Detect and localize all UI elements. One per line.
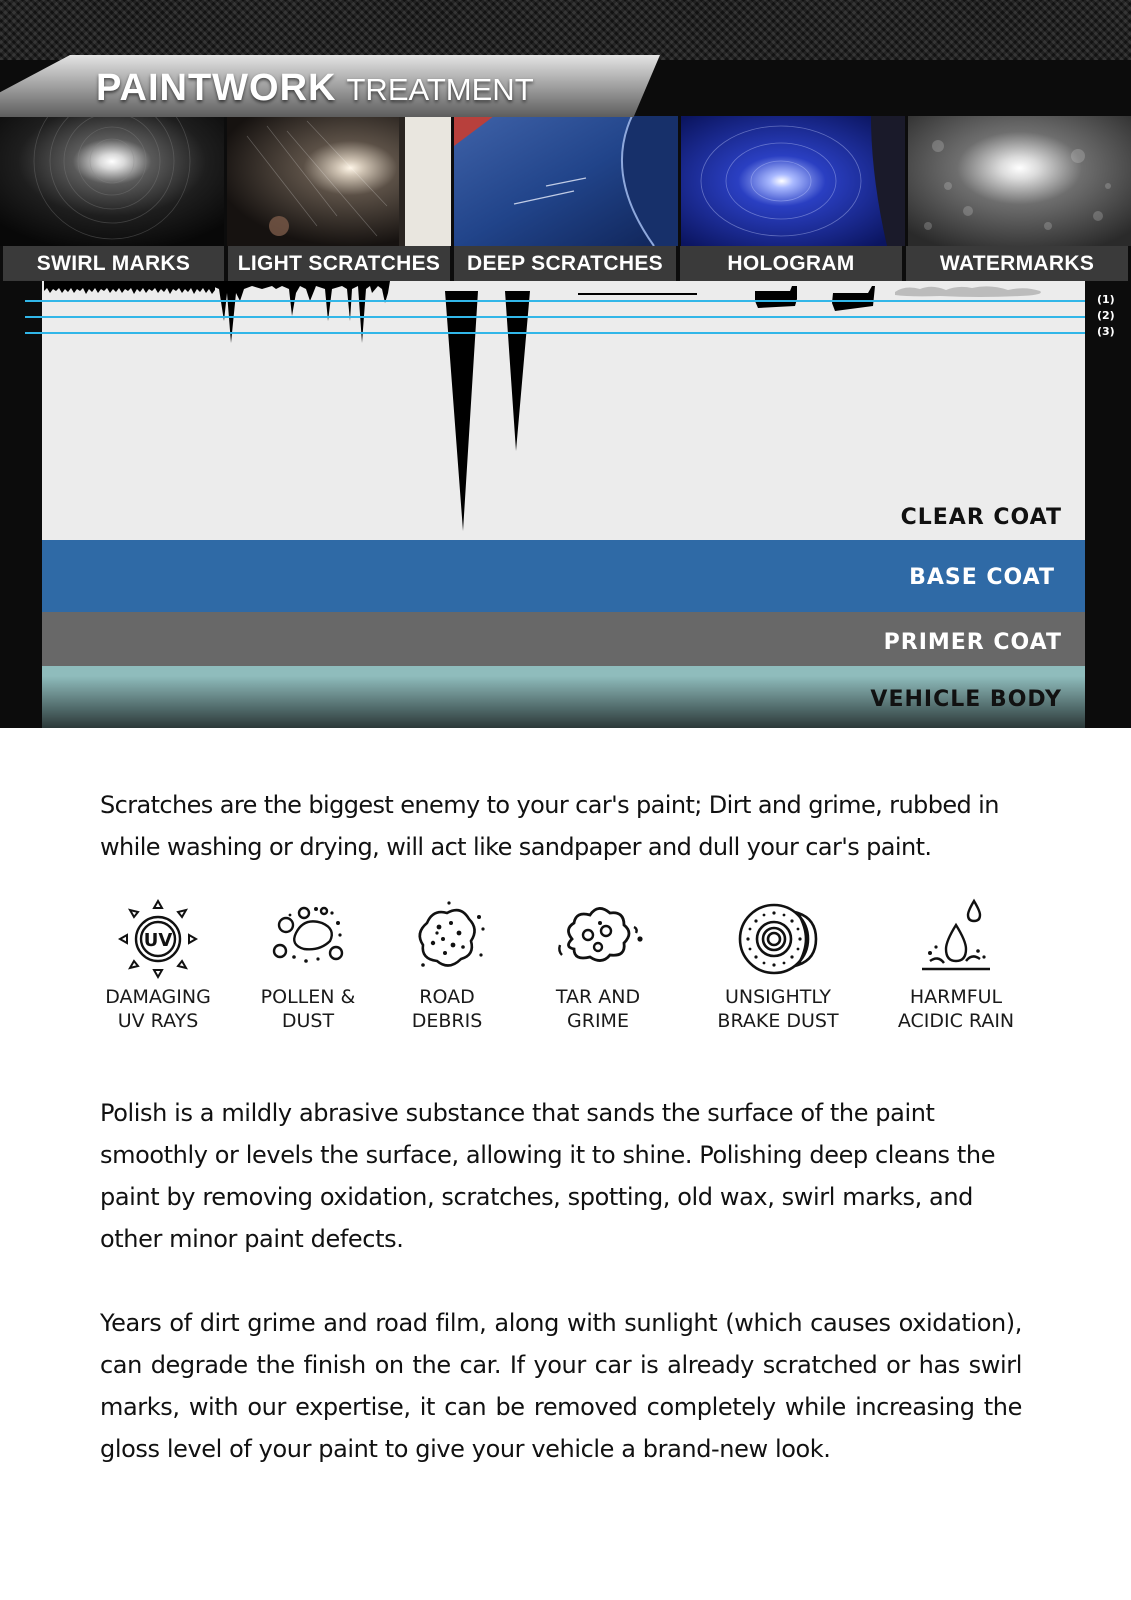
years-paragraph: Years of dirt grime and road film, along with sunlight (which causes oxidation), can degrade the finish on the car. If your car is already scratched or has swirl marks, with our expertise, it can be removed completely while increasing the gloss level of your paint to give your vehicle a brand-new look. — [100, 1309, 1022, 1463]
brake-disc-icon — [730, 895, 826, 985]
defect-label-hologram: HOLOGRAM — [680, 246, 902, 281]
polish-paragraph: Polish is a mildly abrasive substance that sands the surface of the paint smoothly or levels the surface, allowing it to shine. Polishing deep cleans the paint by removing oxidation, scratches, spotting, old wax, swirl marks, and other minor paint defects. — [100, 1099, 996, 1253]
swirl-marks-photo — [0, 116, 224, 246]
threat-label: DUST — [281, 1010, 335, 1032]
base-coat-label: BASE COAT — [909, 565, 1055, 590]
clear-coat-label: CLEAR COAT — [900, 505, 1062, 530]
level-label-1: (1) — [1097, 293, 1115, 306]
threat-label: BRAKE DUST — [717, 1010, 839, 1032]
page-title — [96, 66, 534, 110]
threat-label: TAR AND — [555, 986, 641, 1008]
threat-label: HARMFUL — [909, 986, 1003, 1008]
primer-coat-label: PRIMER COAT — [883, 630, 1062, 655]
light-scratches-photo — [227, 116, 451, 246]
paint-layer-diagram — [0, 281, 1131, 728]
intro-paragraph: Scratches are the biggest enemy to your car's paint; Dirt and grime, rubbed in while washing or drying, will act like sandpaper and dull your car's paint. — [100, 791, 999, 861]
threat-label: UV RAYS — [117, 1010, 199, 1032]
threat-label: DEBRIS — [411, 1010, 483, 1032]
threat-label: GRIME — [567, 1010, 629, 1032]
watermarks-photo — [908, 116, 1131, 246]
clear-coat-layer — [42, 281, 1085, 540]
defect-label-light-scratches: LIGHT SCRATCHES — [228, 246, 450, 281]
acid-rain-icon — [908, 895, 1004, 985]
vehicle-body-label: VEHICLE BODY — [870, 687, 1062, 712]
threat-label: POLLEN & — [260, 986, 356, 1008]
uv-sun-icon — [110, 895, 206, 985]
threat-icons — [80, 895, 1060, 1045]
defect-label-swirl: SWIRL MARKS — [3, 246, 224, 281]
threat-uv — [73, 895, 243, 1033]
threat-label: DAMAGING — [105, 986, 211, 1008]
hologram-photo — [681, 116, 905, 246]
carbon-fiber-strip — [0, 0, 1131, 60]
level-label-2: (2) — [1097, 309, 1115, 322]
level-label-3: (3) — [1097, 325, 1115, 338]
threat-label: ROAD — [419, 986, 475, 1008]
title-light: TREATMENT — [346, 72, 534, 107]
threat-acid-rain — [871, 895, 1041, 1033]
svg-text:UV: UV — [143, 930, 173, 951]
paintwork-hero — [0, 0, 1131, 728]
defect-label-watermarks: WATERMARKS — [906, 246, 1128, 281]
defect-photo-row — [0, 116, 1131, 246]
pollen-dust-icon — [260, 895, 356, 985]
title-bold: PAINTWORK — [96, 67, 337, 109]
threat-road-debris — [362, 895, 532, 1033]
tar-grime-icon — [550, 895, 646, 985]
threat-label: ACIDIC RAIN — [897, 1010, 1015, 1032]
threat-label: UNSIGHTLY — [724, 986, 832, 1008]
threat-tar-grime — [513, 895, 683, 1033]
threat-brake-dust — [693, 895, 863, 1033]
deep-scratches-photo — [454, 116, 678, 246]
defect-label-deep-scratches: DEEP SCRATCHES — [454, 246, 676, 281]
road-debris-icon — [399, 895, 495, 985]
